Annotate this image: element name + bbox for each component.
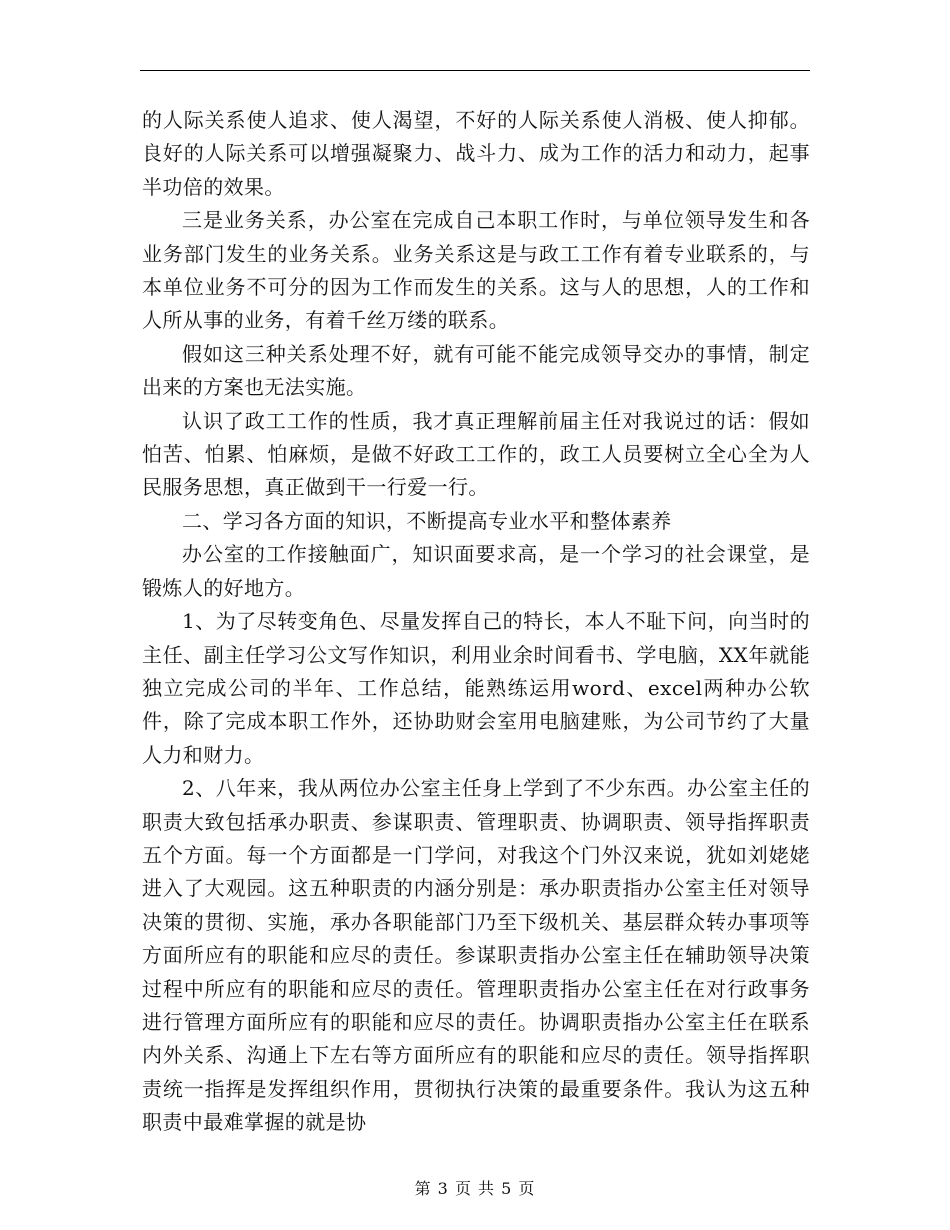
paragraph-5: 办公室的工作接触面广，知识面要求高，是一个学习的社会课堂，是锻炼人的好地方。 [142,542,810,600]
paragraph-6: 1、为了尽转变角色、尽量发挥自己的特长，本人不耻下问，向当时的主任、副主任学习公文写作知识，利用业余时间看书、学电脑，XX年就能独立完成公司的半年、工作总结，能熟练运用word、excel两种办公软件，除了完成本职工作外，还协助财会室用电脑建账，为公司节约了大量人力和财力。 [142,609,810,767]
header-rule [140,70,810,71]
paragraph-2: 三是业务关系，办公室在完成自己本职工作时，与单位领导发生和各业务部门发生的业务关系。业务关系这是与政工工作有着专业联系的，与本单位业务不可分的因为工作而发生的关系。这与人的思想，人的工作和人所从事的业务，有着千丝万缕的联系。 [142,208,810,333]
paragraph-1: 的人际关系使人追求、使人渴望，不好的人际关系使人消极、使人抑郁。良好的人际关系可以增强凝聚力、战斗力、成为工作的活力和动力，起事半功倍的效果。 [142,108,810,199]
document-body [142,104,810,1140]
page-number-footer: 第 3 页 共 5 页 [414,1179,536,1198]
paragraph-7: 2、八年来，我从两位办公室主任身上学到了不少东西。办公室主任的职责大致包括承办职责、参谋职责、管理职责、协调职责、领导指挥职责五个方面。每一个方面都是一门学问，对我这个门外汉来说，犹如刘姥姥进入了大观园。这五种职责的内涵分别是：承办职责指办公室主任对领导决策的贯彻、实施，承办各职能部门乃至下级机关、基层群众转办事项等方面所应有的职能和应尽的责任。参谋职责指办公室主任在辅助领导决策过程中所应有的职能和应尽的责任。管理职责指办公室主任在对行政事务进行管理方面所应有的职能和应尽的责任。协调职责指办公室主任在联系内外关系、沟通上下左右等方面所应有的职能和应尽的责任。领导指挥职责统一指挥是发挥组织作用，贯彻执行决策的最重要条件。我认为这五种职责中最难掌握的就是协 [142,776,810,1135]
paragraph-4: 认识了政工工作的性质，我才真正理解前届主任对我说过的话：假如怕苦、怕累、怕麻烦，是做不好政工工作的，政工人员要树立全心全为人民服务思想，真正做到干一行爱一行。 [142,408,810,500]
section-heading: 二、学习各方面的知识，不断提高专业水平和整体素养 [182,508,672,533]
paragraph-3: 假如这三种关系处理不好，就有可能不能完成领导交办的事情，制定出来的方案也无法实施。 [142,341,810,400]
